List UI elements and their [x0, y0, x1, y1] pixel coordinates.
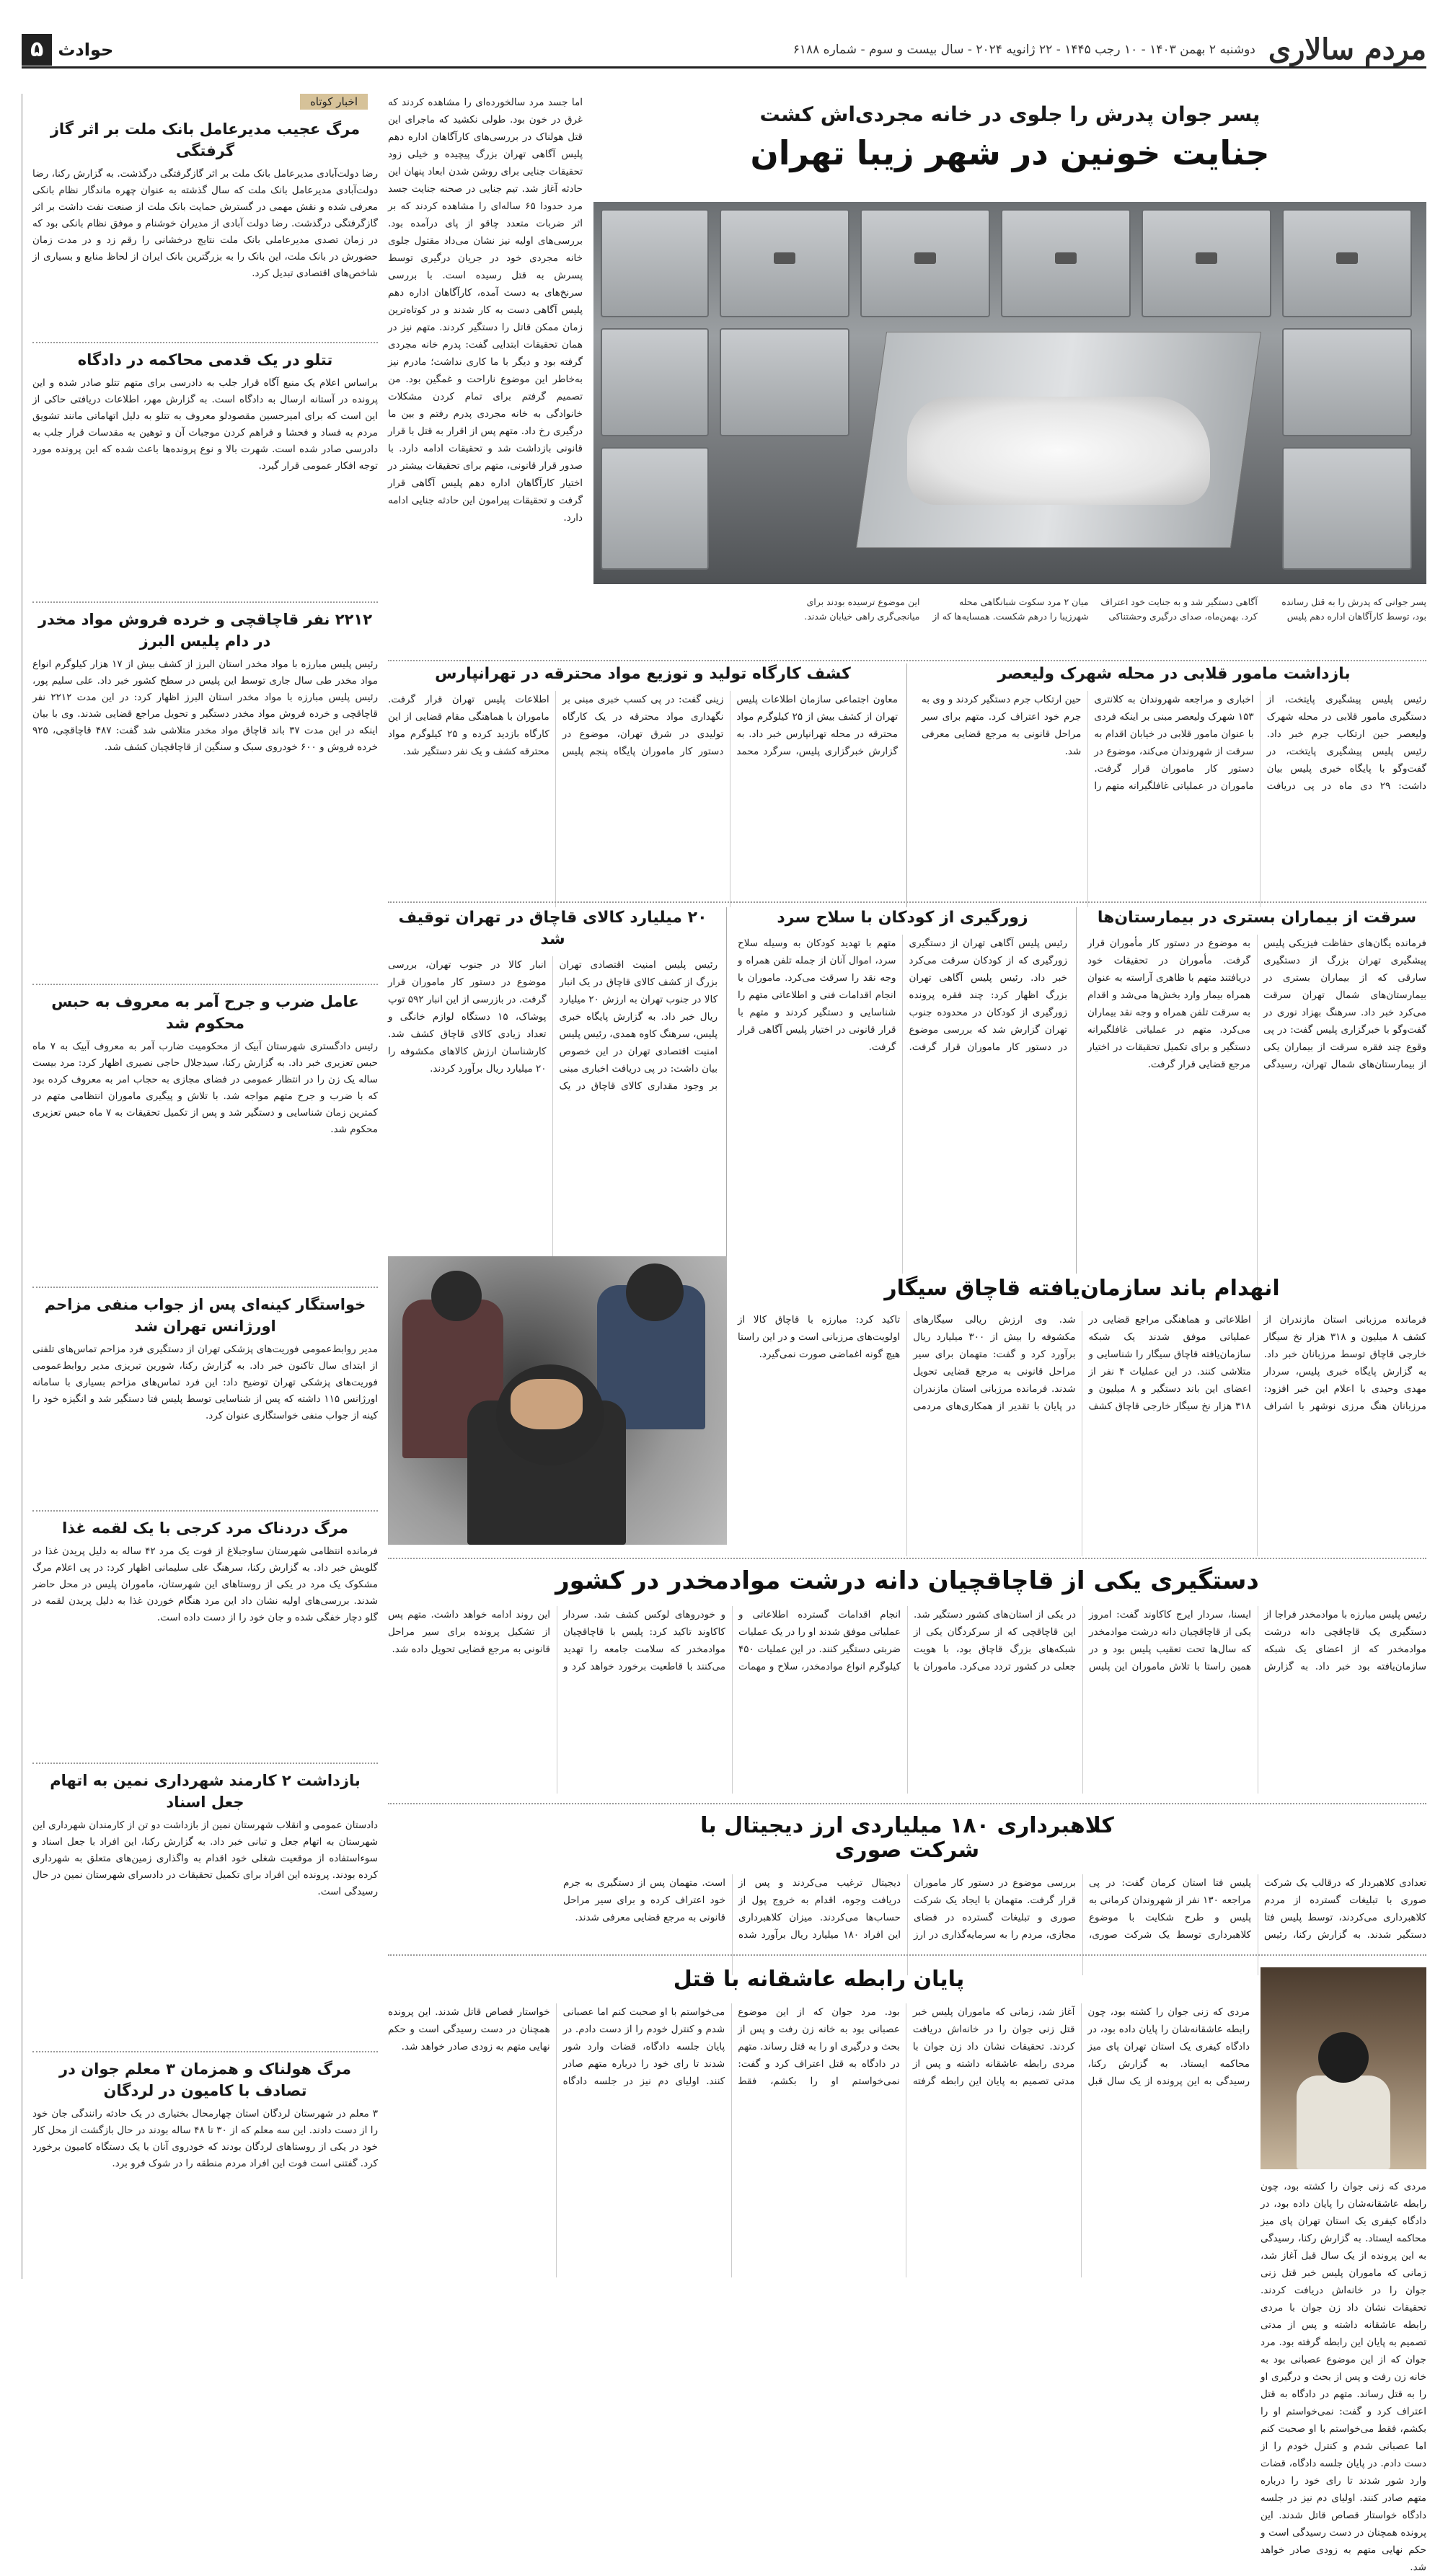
story-title: دستگیری یکی از قاچاقچیان دانه درشت موادمخدر در کشور: [555, 1566, 1259, 1595]
lead-body: اما جسد مرد سالخورده‌ای را مشاهده کردند که غرق در خون بود. طولی نکشید که ماجرای این قتل هولناک در بررسی‌های کارآگاهان اداره دهم پلیس آگاهی تهران بزرگ پیچیده و خیلی زود تحقیقات جنایی برای روشن شدن ابعاد پنهان این حادثه آغاز شد. تیم جنایی در صحنه جنایت جسد مرد حدودا ۶۵ ساله‌ای را مشاهده کردند که بر اثر ضربات متعدد چاقو از پای درآمده بود. بررسی‌های اولیه نیز نشان می‌داد مقتول جلوی خانه مجردی خود در جریان درگیری توسط پسرش به قتل رسیده است. با بررسی سرنخ‌های به دست آمده، کارآگاهان اداره دهم پلیس آگاهی دست به کار شدند و در کوتاه‌ترین زمان ممکن قاتل را دستگیر کردند. متهم نیز در همان تحقیقات ابتدایی گفت: پدرم خانه مجردی گرفته بود و دیگر با ما کاری نداشت؛ مادرم نیز به‌خاطر این موضوع ناراحت و غمگین بود. من تصمیم گرفتم برای تمام کردن مشکلات خانوادگی به خانه مجردی پدرم رفتم و بین ما درگیری رخ داد. متهم پس از اقرار به قتل با قرار قانونی بازداشت شد و تحقیقات ادامه دارد. با صدور قرار قانونی، متهم برای تحقیقات بیشتر در اختیار کارآگاهان اداره دهم پلیس آگاهی قرار گرفت و تحقیقات پیرامون این حادثه جنایی ادامه دارد.: [388, 97, 583, 524]
story-love-murder-continued: مردی که زنی جوان را کشته بود، چون رابطه عاشقانه‌شان را پایان داده بود، در دادگاه کیفری یک استان تهران پای میز محاکمه ایستاد. به گزارش رکنا، رسیدگی به این پرونده از یک سال قبل آغاز شد، زمانی که ماموران پلیس خبر قتل زنی جوان را در خانه‌اش دریافت کردند. تحقیقات نشان داد زن جوان با مردی رابطه عاشقانه داشته و پس از مدتی تصمیم به پایان این رابطه گرفته بود. مرد جوان که از این موضوع عصبانی بود به خانه زن رفت و پس از بحث و درگیری او را به قتل رساند. متهم در دادگاه به قتل اعتراف کرد و گفت: نمی‌خواستم او را بکشم، فقط می‌خواستم با او صحبت کنم اما عصبانی شدم و کنترل خودم را از دست دادم. در پایان جلسه دادگاه، قضات وارد شور شدند تا رای خود را درباره متهم صادر کنند. اولیای دم نیز در جلسه دادگاه خواستار قصاص قاتل شدند. این پرونده همچنان در دست رسیدگی است و حکم نهایی متهم به زودی صادر خواهد شد.: [1261, 2181, 1426, 2573]
lead-photo-caption: پسر جوانی که پدرش را به قتل رسانده بود، توسط کارآگاهان اداره دهم پلیس آگاهی دستگیر شد و به جنایت خود اعتراف کرد. بهمن‌ماه، صدای درگیری وحشتناکی میان ۲ مرد سکوت شبانگاهی محله شهرزیبا را درهم شکست. همسایه‌ها که از این موضوع ترسیده بودند برای میانجی‌گری راهی خیابان شدند.: [804, 596, 1426, 622]
story-title: کشف کارگاه تولید و توزیع مواد محترقه در تهرانپارس: [435, 665, 851, 683]
story-love-murder: [388, 1967, 1250, 2277]
news-brief-sidebar: [22, 94, 378, 2279]
page-number: ۵: [22, 34, 52, 66]
brief-body: مدیر روابط‌عمومی فوریت‌های پزشکی تهران از دستگیری فرد مزاحم تماس‌های تلفنی از ابتدای سال تاکنون خبر داد. به گزارش رکنا، شورین تبریزی مدیر روابط‌عمومی فوریت‌های پزشکی تهران توضیح داد: این فرد تماس‌های مزاحم بسیاری با سامانه اورژانس ۱۱۵ داشته که پس از شناسایی توسط پلیس فتا دستگیر شد و انگیزه خود را کینه از جواب منفی خواستگاری عنوان کرد.: [32, 1344, 378, 1421]
story-title: پایان رابطه عاشقانه با قتل: [673, 1967, 965, 1992]
story-body: فرمانده مرزبانی استان مازندران از کشف ۸ میلیون و ۳۱۸ هزار نخ سیگار خارجی قاچاق توسط مرزبانان خبر داد. به گزارش پایگاه خبری پلیس، سردار مهدی وحیدی با اعلام این خبر افزود: مرزبانان هنگ مرزی نوشهر با اشراف اطلاعاتی و هماهنگی مراجع قضایی در عملیاتی موفق شدند یک شبکه سازمان‌یافته قاچاق سیگار را شناسایی و متلاشی کنند. در این عملیات ۴ نفر از اعضای این باند دستگیر و ۸ میلیون و ۳۱۸ هزار نخ سیگار خارجی قاچاق کشف شد. وی ارزش ریالی سیگارهای مکشوفه را بیش از ۳۰۰ میلیارد ریال برآورد کرد و گفت: متهمان برای سیر مراحل قانونی به مرجع قضایی تحویل شدند. فرمانده مرزبانی استان مازندران در پایان با تقدیر از همکاری‌های مردمی تاکید کرد: مبارزه با قاچاق کالا از اولویت‌های مرزبانی است و در این راستا هیچ گونه اغماضی صورت نمی‌گیرد.: [738, 1314, 1426, 1412]
newspaper-logo: مردم سالاری: [1268, 32, 1426, 66]
story-title: ۲۰ میلیارد کالای قاچاق در تهران توقیف شد: [398, 909, 707, 948]
lead-photo-morgue: [593, 202, 1426, 584]
story-body: تعدادی کلاهبردار که درقالب یک شرکت صوری با تبلیغات گسترده از مردم کلاهبرداری می‌کردند، توسط پلیس فتا دستگیر شدند. به گزارش رکنا، رئیس پلیس فتا استان کرمان گفت: در پی مراجعه ۱۳۰ نفر از شهروندان کرمانی به پلیس و طرح شکایت با موضوع کلاهبرداری توسط یک شرکت صوری، بررسی موضوع در دستور کار ماموران قرار گرفت. متهمان با ایجاد یک شرکت صوری و تبلیغات گسترده در فضای مجازی، مردم را به سرمایه‌گذاری در ارز دیجیتال ترغیب می‌کردند و پس از دریافت وجوه، اقدام به خروج پول از حساب‌ها می‌کردند. میزان کلاهبرداری این افراد ۱۸۰ میلیارد ریال برآورد شده است. متهمان پس از دستگیری به جرم خود اعتراف کرده و برای سیر مراحل قانونی به مرجع قضایی معرفی شدند.: [563, 1877, 1426, 1941]
story-crypto-fraud: [388, 1814, 1426, 1975]
brief-title: ۲۲۱۲ نفر قاچاقچی و خرده فروش مواد مخدر در دام پلیس البرز: [37, 611, 373, 650]
courtroom-photo: [1261, 1967, 1426, 2169]
brief-title: خواستگار کینه‌ای پس از جواب منفی مزاحم اورژانس تهران شد: [44, 1296, 366, 1335]
story-body: معاون اجتماعی سازمان اطلاعات پلیس تهران از کشف بیش از ۲۵ کیلوگرم مواد محترقه در محله تهرانپارس خبر داد. به گزارش خبرگزاری پلیس، سرگرد محمد زینی گفت: در پی کسب خبری مبنی بر نگهداری مواد محترقه در یک کارگاه تولیدی در شرق تهران، موضوع در دستور کار ماموران پایگاه پنجم پلیس اطلاعات پلیس تهران قرار گرفت. ماموران با هماهنگی مقام قضایی از این کارگاه بازدید کرده و ۲۵ کیلوگرم مواد محترقه کشف و یک نفر دستگیر شد.: [388, 694, 899, 757]
story-body: رئیس پلیس مبارزه با موادمخدر فراجا از دستگیری یک قاچاقچی دانه درشت موادمخدر که از اعضای یک شبکه سازمان‌یافته بود خبر داد. به گزارش ایسنا، سردار ایرج کاکاوند گفت: امروز یکی از قاچاقچیان دانه درشت موادمخدر که سال‌ها تحت تعقیب پلیس بود و در همین راستا با تلاش ماموران این پلیس در یکی از استان‌های کشور دستگیر شد. این قاچاقچی که از سرکردگان یکی از شبکه‌های بزرگ قاچاق بود، با هویت جعلی در کشور تردد می‌کرد. ماموران با انجام اقدامات گسترده اطلاعاتی و عملیاتی موفق شدند او را در یک عملیات ضربتی دستگیر کنند. در این عملیات ۴۵۰ کیلوگرم انواع موادمخدر، سلاح و مهمات و خودروهای لوکس کشف شد. سردار کاکاوند تاکید کرد: پلیس با قاچاقچیان موادمخدر که سلامت جامعه را تهدید می‌کنند با قاطعیت برخورد خواهد کرد و این روند ادامه خواهد داشت. متهم پس از تشکیل پرونده برای سیر مراحل قانونی به مرجع قضایی تحویل داده شد.: [388, 1609, 1426, 1672]
story-cigarette-smuggling: [738, 1276, 1426, 1556]
brief-item: [32, 2052, 378, 2272]
brief-title: مرگ عجیب مدیرعامل بانک ملت بر اثر گاز گرفتگی: [50, 120, 361, 159]
story-body: مردی که زنی جوان را کشته بود، چون رابطه عاشقانه‌شان را پایان داده بود، در دادگاه کیفری یک استان تهران پای میز محاکمه ایستاد. به گزارش رکنا، رسیدگی به این پرونده از یک سال قبل آغاز شد، زمانی که ماموران پلیس خبر قتل زنی جوان را در خانه‌اش دریافت کردند. تحقیقات نشان داد زن جوان با مردی رابطه عاشقانه داشته و پس از مدتی تصمیم به پایان این رابطه گرفته بود. مرد جوان که از این موضوع عصبانی بود به خانه زن رفت و پس از بحث و درگیری او را به قتل رساند. متهم در دادگاه به قتل اعتراف کرد و گفت: نمی‌خواستم او را بکشم، فقط می‌خواستم با او صحبت کنم اما عصبانی شدم و کنترل خودم را از دست دادم. در پایان جلسه دادگاه، قضات وارد شور شدند تا رای خود را درباره متهم صادر کنند. اولیای دم نیز در جلسه دادگاه خواستار قصاص قاتل شدند. این پرونده همچنان در دست رسیدگی است و حکم نهایی متهم به زودی صادر خواهد شد.: [388, 2006, 1250, 2087]
story-contraband: [388, 907, 727, 1295]
story-title: انهدام باند سازمان‌یافته قاچاق سیگار: [884, 1276, 1280, 1301]
brief-body: دادستان عمومی و انقلاب شهرستان نمین از بازداشت دو تن از کارمندان شهرداری این شهرستان به اتهام جعل و تبانی خبر داد. به گزارش رکنا، این افراد با جعل اسناد و سوءاستفاده از موقعیت شغلی خود اقدام به واگذاری زمین‌های متعلق به شهرداری کرده بودند. پرونده این افراد برای تکمیل تحقیقات در دادسرای شهرستان نمین در حال رسیدگی است.: [32, 1819, 378, 1897]
dateline: دوشنبه ۲ بهمن ۱۴۰۳ - ۱۰ رجب ۱۴۴۵ - ۲۲ ژانویه ۲۰۲۴ - سال بیست و سوم - شماره ۶۱۸۸: [793, 42, 1255, 57]
brief-body: ۳ معلم در شهرستان لردگان استان چهارمحال بختیاری در یک حادثه رانندگی جان خود را از دست دادند. این سه معلم که از ۳۰ تا ۴۸ ساله بودند در حال بازگشت از محل کار خود در یکی از روستاهای لردگان بودند که خودروی آنان با یک دستگاه کامیون برخورد کرد. گفتنی است فوت این افراد مردم منطقه را در شوک فرو برد.: [32, 2108, 379, 2169]
lead-title: جنایت خونین در شهر زیبا تهران: [750, 133, 1270, 172]
brief-item: [32, 343, 378, 591]
story-fireworks-workshop: [388, 663, 907, 907]
masthead: [22, 32, 1426, 69]
story-child-robbery: [738, 907, 1077, 1274]
story-body: رئیس پلیس امنیت اقتصادی تهران بزرگ از کشف کالای قاچاق در یک انبار کالا در جنوب تهران به ارزش ۲۰ میلیارد ریال خبر داد. به گزارش پایگاه خبری پلیس، سرهنگ کاوه همدی، رئیس پلیس امنیت اقتصادی تهران در این خصوص بیان داشت: در پی دریافت اخباری مبنی بر وجود مقداری کالای قاچاق در یک انبار کالا در جنوب تهران، بررسی موضوع در دستور کار ماموران قرار گرفت. در بازرسی از این انبار ۵۹۲ توپ پوشاک، ۱۵ دستگاه لوازم خانگی و تعداد زیادی کالای قاچاق کشف شد. کارشناسان ارزش کالاهای مکشوفه را ۲۰ میلیارد ریال برآورد کردند.: [388, 959, 718, 1092]
brief-body: رضا دولت‌آبادی مدیرعامل بانک ملت بر اثر گازگرفتگی درگذشت. به گزارش رکنا، رضا دولت‌آبادی مدیرعامل بانک ملت که سال گذشته به عنوان چهره ماندگار نظام بانکی معرفی شده و نقش مهمی در گسترش حمایت بانک ملت از صنعت نفت داشت بر اثر گازگرفتگی درگذشت. رضا دولت آبادی از مدیران خوشنام و موفق نظام بانکی بود که در زمان تصدی مدیرعاملی بانک ملت نتایج درخشانی را رقم زد و در مدت زمان حضورش در بانک ملت، این بانک را به بزرگترین بانک ایران از لحاظ منابع و بسیاری از شاخص‌های اقتصادی تبدیل کرد.: [32, 168, 378, 279]
brief-item: [32, 1512, 378, 1752]
story-title: سرقت از بیماران بستری در بیمارستان‌ها: [1097, 909, 1417, 927]
brief-item: [32, 985, 378, 1276]
lead-kicker: پسر جوان پدرش را جلوی در خانه مجردی‌اش کشت: [759, 102, 1261, 126]
story-body: رئیس پلیس آگاهی تهران از دستگیری زورگیری که از کودکان سرقت می‌کرد خبر داد. رئیس پلیس آگاهی تهران بزرگ اظهار کرد: چند فقره پرونده زورگیری از کودکان در محدوده جنوب تهران گزارش شد که بررسی موضوع در دستور کار ماموران قرار گرفت. متهم با تهدید کودکان به وسیله سلاح سرد، اموال آنان از جمله تلفن همراه و وجه نقد را سرقت می‌کرد. ماموران با انجام اقدامات فنی و اطلاعاتی متهم را شناسایی و دستگیر کردند و متهم با قرار قانونی در اختیار پلیس آگاهی قرار گرفت.: [738, 938, 1067, 1053]
brief-title: مرگ دردناک مرد کرجی با یک لقمه غذا: [62, 1519, 348, 1537]
brief-item: [32, 1288, 378, 1500]
story-fake-officer: [922, 663, 1426, 907]
arrest-photo: [388, 1256, 727, 1545]
brief-title: تتلو در یک قدمی محاکمه در دادگاه: [77, 351, 333, 369]
brief-body: براساس اعلام یک منبع آگاه قرار جلب به دادرسی برای متهم تتلو صادر شده و این پرونده در آستانه ارسال به دادگاه است. به گزارش مهر، اطلاعات دریافتی حاکی از این است که برای امیرحسین مقصودلو معروف به تتلو به دلیل اتهاماتی مانند تشویق مردم به فساد و فحشا و فراهم کردن موجبات آن و توهین به مقدسات قرار جلب به دادرسی صادر شده است. شهرت بالا و نوع پرونده‌ها باعث شده که این پرونده مورد توجه افکار عمومی قرار گیرد.: [32, 377, 378, 472]
brief-title: عامل ضرب و جرح آمر به معروف به حبس محکوم شد: [51, 993, 359, 1032]
sidebar-tag: اخبار کوتاه: [300, 94, 368, 110]
lead-headline-block: [593, 94, 1426, 172]
brief-item: [32, 603, 378, 974]
brief-title: مرگ هولناک و همزمان ۳ معلم جوان در تصادف با کامیون در لردگان: [59, 2060, 351, 2099]
brief-body: رئیس پلیس مبارزه با مواد مخدر استان البرز از کشف بیش از ۱۷ هزار کیلوگرم انواع مواد مخدر طی سال جاری توسط این پلیس در سطح کشور خبر داد. علی سلیم پور، رئیس پلیس مبارزه با مواد مخدر استان البرز اظهار کرد: در این مدت ۲۲۱۲ نفر قاچاقچی و خرده فروش مواد مخدر دستگیر و تحویل مراجع قضایی شدند. وی با بیان اینکه در این مدت ۳۷ باند قاچاق مواد مخدر متلاشی شد گفت: ۴۸۷ قاچاقچی، ۹۲۵ خرده فروش و ۶۰۰ خودروی سبک و سنگین از قاچاقچیان کشف شد.: [32, 658, 378, 753]
story-title: بازداشت مامور قلابی در محله شهرک ولیعصر: [997, 665, 1351, 683]
brief-title: بازداشت ۲ کارمند شهرداری نمین به اتهام جعل اسناد: [50, 1772, 361, 1811]
story-body: رئیس پلیس پیشگیری پایتخت، از دستگیری مامور قلابی در محله شهرک ولیعصر حین ارتکاب جرم خبر داد. رئیس پلیس پیشگیری پایتخت، در گفت‌وگو با پایگاه خبری پلیس بیان داشت: ۲۹ دی ماه در پی دریافت اخباری و مراجعه شهروندان به کلانتری ۱۵۳ شهرک ولیعصر مبنی بر اینکه فردی با عنوان مامور قلابی در خیابان اقدام به سرقت از شهروندان می‌کند، موضوع در دستور کار ماموران قرار گرفت. ماموران در عملیاتی غافلگیرانه متهم را حین ارتکاب جرم دستگیر کردند و وی به جرم خود اعتراف کرد. متهم برای سیر مراحل قانونی به مرجع قضایی معرفی شد.: [922, 694, 1426, 792]
brief-item: [32, 113, 378, 332]
story-hospital-theft: [1087, 907, 1426, 1295]
section-name: حوادث: [58, 39, 114, 60]
story-body: فرمانده یگان‌های حفاظت فیزیکی پلیس پیشگیری تهران بزرگ از دستگیری سارقی که از بیماران بستری در بیمارستان‌های شمال تهران سرقت می‌کرد خبر داد. سرهنگ بهزاد نوری در گفت‌وگو با خبرگزاری پلیس گفت: در پی وقوع چند فقره سرقت از بیماران یکی از بیمارستان‌های شمال تهران، رسیدگی به موضوع در دستور کار مأموران قرار گرفت. مأموران در تحقیقات خود دریافتند متهم با ظاهری آراسته به عنوان همراه بیمار وارد بخش‌ها می‌شد و اقدام به سرقت تلفن همراه و وجه نقد بیماران می‌کرد. متهم در عملیاتی غافلگیرانه دستگیر و برای تکمیل تحقیقات در اختیار مرجع قضایی قرار گرفت.: [1087, 938, 1426, 1070]
brief-item: [32, 1764, 378, 2041]
story-narcotics: [388, 1566, 1426, 1794]
brief-body: فرمانده انتظامی شهرستان ساوجبلاغ از فوت یک مرد ۴۲ ساله به دلیل پریدن غذا در گلویش خبر داد. به گزارش رکنا، سرهنگ علی سلیمانی اظهار کرد: در پی اعلام مرگ مشکوک یک مرد در یکی از روستاهای این شهرستان، ماموران پلیس در محل حاضر شدند. بررسی‌های اولیه نشان داد این مرد هنگام خوردن غذا به دلیل پریدن لقمه در گلو دچار خفگی شده و جان خود را از دست داده است.: [32, 1545, 378, 1623]
story-title: کلاهبرداری ۱۸۰ میلیاردی ارز دیجیتال با شرکت صوری: [700, 1813, 1114, 1863]
brief-body: رئیس دادگستری شهرستان آبیک از محکومیت ضارب آمر به معروف آبیک به ۷ ماه حبس تعزیری خبر داد. به گزارش رکنا، سیدجلال حاجی نصیری اظهار کرد: مرد بیست ساله یک زن را در انتظار عمومی در فضای مجازی به حجاب امر به معروف کرده بود که با ضرب و جرح متهم مواجه شد. با تلاش و پیگیری ماموران انتظامی متهم در کمترین زمان شناسایی و دستگیر شد و پس از تکمیل تحقیقات به ۷ ماه حبس تعزیری محکوم شد.: [32, 1041, 378, 1135]
story-title: زورگیری از کودکان با سلاح سرد: [777, 909, 1028, 927]
